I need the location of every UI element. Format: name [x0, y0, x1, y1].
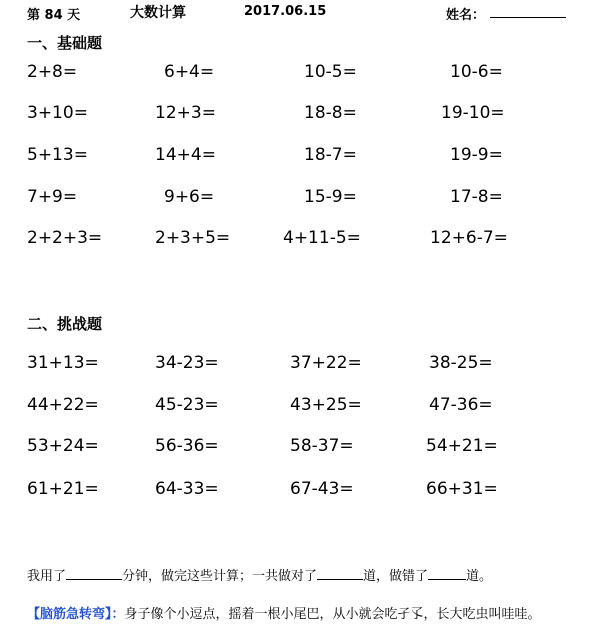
problem: 10-5= [304, 62, 357, 82]
problem: 6+4= [164, 62, 215, 82]
summary-line [27, 565, 492, 584]
problem: 3+10= [27, 103, 88, 123]
problem: 5+13= [27, 145, 88, 165]
problem: 2+8= [27, 62, 78, 82]
name-label: 姓名： [446, 8, 486, 23]
day-number: 第 84 天 [27, 8, 81, 23]
problem: 2+2+3= [27, 228, 103, 248]
problem: 64-33= [155, 479, 219, 499]
problem: 12+3= [155, 103, 216, 123]
problem: 58-37= [290, 436, 354, 456]
problem: 18-8= [304, 103, 357, 123]
problem: 19-9= [450, 145, 503, 165]
riddle-line [27, 603, 541, 622]
problem: 2+3+5= [155, 228, 231, 248]
section1-title: 一、基础题 [27, 34, 103, 52]
riddle-label: 【脑筋急转弯】： [27, 607, 125, 622]
problem: 14+4= [155, 145, 216, 165]
problem: 7+9= [27, 187, 78, 207]
problem: 12+6-7= [430, 228, 508, 248]
problem: 54+21= [426, 436, 498, 456]
name-blank[interactable] [490, 17, 566, 18]
problem: 31+13= [27, 353, 99, 373]
minutes-blank[interactable] [66, 567, 122, 580]
summary-text-3: 道，做错了 [363, 569, 429, 584]
problem: 56-36= [155, 436, 219, 456]
problem: 67-43= [290, 479, 354, 499]
worksheet-date: 2017.06.15 [244, 4, 327, 19]
problem: 53+24= [27, 436, 99, 456]
riddle-text: 身子像个小逗点，摇着一根小尾巴，从小就会吃孑孓，长大吃虫叫哇哇。 [124, 607, 541, 622]
correct-count-blank[interactable] [317, 567, 363, 580]
problem: 9+6= [164, 187, 215, 207]
problem: 66+31= [426, 479, 498, 499]
problem: 19-10= [441, 103, 505, 123]
summary-text-1: 我用了 [27, 569, 67, 584]
problem: 61+21= [27, 479, 99, 499]
problem: 43+25= [290, 395, 362, 415]
wrong-count-blank[interactable] [428, 567, 466, 580]
problem: 17-8= [450, 187, 503, 207]
worksheet-title: 大数计算 [130, 5, 186, 21]
summary-text-2: 分钟，做完这些计算；一共做对了 [122, 569, 318, 584]
problem: 37+22= [290, 353, 362, 373]
problem: 15-9= [304, 187, 357, 207]
summary-text-4: 道。 [466, 569, 493, 584]
problem: 34-23= [155, 353, 219, 373]
problem: 4+11-5= [283, 228, 361, 248]
problem: 18-7= [304, 145, 357, 165]
problem: 45-23= [155, 395, 219, 415]
section2-title: 二、挑战题 [27, 315, 103, 333]
problem: 10-6= [450, 62, 503, 82]
problem: 44+22= [27, 395, 99, 415]
problem: 38-25= [429, 353, 493, 373]
problem: 47-36= [429, 395, 493, 415]
